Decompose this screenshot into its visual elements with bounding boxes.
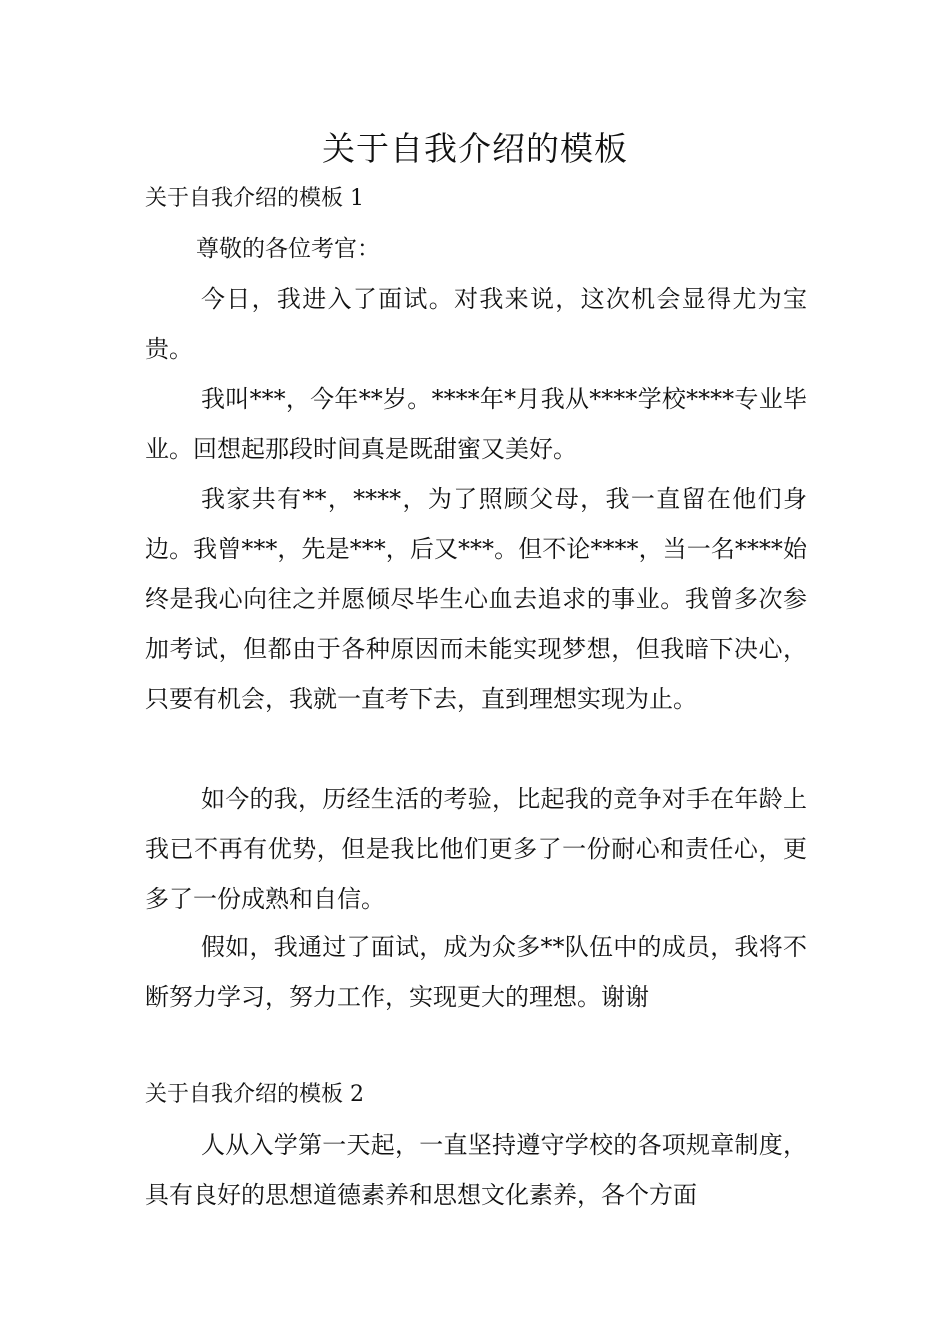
document-title: 关于自我介绍的模板 xyxy=(322,129,628,168)
section-heading-1: 关于自我介绍的模板 1 xyxy=(145,186,364,211)
paragraph-1-4: 如今的我，历经生活的考验，比起我的竞争对手在年龄上我已不再有优势，但是我比他们更多了一份耐心和责任心，更多了一份成熟和自信。 xyxy=(145,785,807,913)
section-heading-2: 关于自我介绍的模板 2 xyxy=(145,1082,364,1107)
paragraph-2-1: 人从入学第一天起，一直坚持遵守学校的各项规章制度，具有良好的思想道德素养和思想文化素养，各个方面 xyxy=(145,1131,807,1209)
paragraph-1-3: 我家共有**，****，为了照顾父母，我一直留在他们身边。我曾***，先是***，后又***。但不论****，当一名****始终是我心向往之并愿倾尽毕生心血去追求的事业。我曾多次参加考试，但都由于各种原因而未能实现梦想，但我暗下决心，只要有机会，我就一直考下去，直到理想实现为止。 xyxy=(145,485,807,713)
paragraph-1-5: 假如，我通过了面试，成为众多**队伍中的成员，我将不断努力学习，努力工作，实现更大的理想。谢谢 xyxy=(145,933,807,1011)
paragraph-1-2: 我叫***，今年**岁。****年*月我从****学校****专业毕业。回想起那段时间真是既甜蜜又美好。 xyxy=(145,385,807,463)
paragraph-1-1: 今日，我进入了面试。对我来说，这次机会显得尤为宝贵。 xyxy=(145,285,807,363)
salutation: 尊敬的各位考官： xyxy=(196,236,380,262)
